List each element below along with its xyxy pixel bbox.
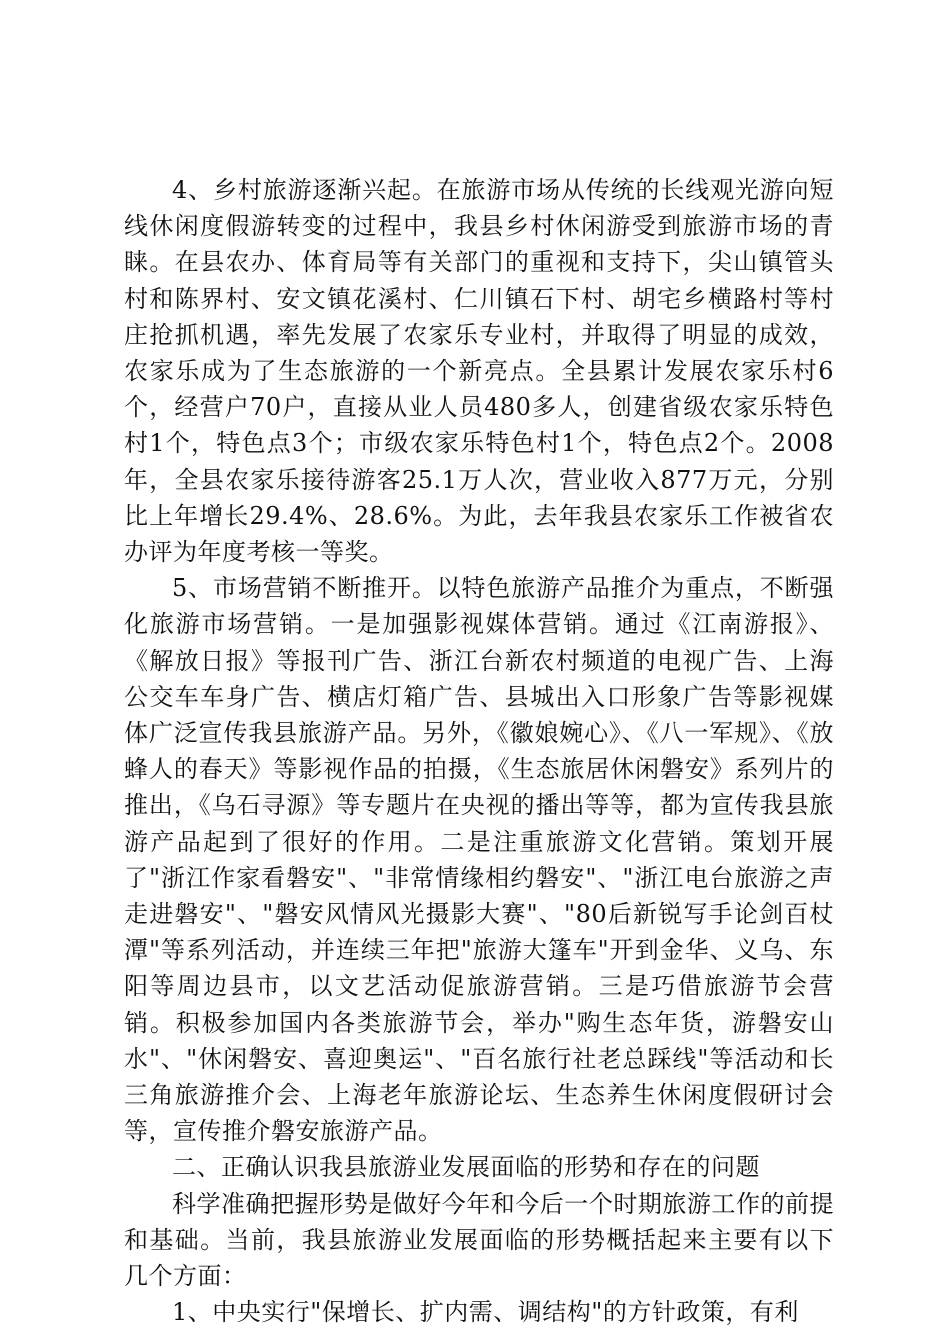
section-heading: 二、正确认识我县旅游业发展面临的形势和存在的问题: [172, 1153, 760, 1182]
document-body: [124, 172, 834, 1331]
paragraph-market-promotion: 5、市场营销不断推开。以特色旅游产品推介为重点，不断强化旅游市场营销。一是加强影视媒体营销。通过《江南游报》、《解放日报》等报刊广告、浙江台新农村频道的电视广告、上海公交车车身广告、横店灯箱广告、县城出入口形象广告等影视媒体广泛宣传我县旅游产品。另外，《徽娘婉心》、《八一军规》、《放蜂人的春天》等影视作品的拍摄，《生态旅居休闲磐安》系列片的推出，《乌石寻源》等专题片在央视的播出等等，都为宣传我县旅游产品起到了很好的作用。二是注重旅游文化营销。策划开展了"浙江作家看磐安"、"非常情缘相约磐安"、"浙江电台旅游之声走进磐安"、"磐安风情风光摄影大赛"、"80后新锐写手论剑百杖潭"等系列活动，并连续三年把"旅游大篷车"开到金华、义乌、东阳等周边县市，以文艺活动促旅游营销。三是巧借旅游节会营销。积极参加国内各类旅游节会，举办"购生态年货，游磐安山水"、"休闲磐安、喜迎奥运"、"百名旅行社老总踩线"等活动和长三角旅游推介会、上海老年旅游论坛、生态养生休闲度假研讨会等，宣传推介磐安旅游产品。: [124, 574, 834, 1146]
paragraph-situation-intro: 科学准确把握形势是做好今年和今后一个时期旅游工作的前提和基础。当前，我县旅游业发展面临的形势概括起来主要有以下几个方面：: [124, 1189, 834, 1291]
paragraph-rural-tourism: 4、乡村旅游逐渐兴起。在旅游市场从传统的长线观光游向短线休闲度假游转变的过程中，我县乡村休闲游受到旅游市场的青睐。在县农办、体育局等有关部门的重视和支持下，尖山镇管头村和陈界村、安文镇花溪村、仁川镇石下村、胡宅乡横路村等村庄抢抓机遇，率先发展了农家乐专业村，并取得了明显的成效，农家乐成为了生态旅游的一个新亮点。全县累计发展农家乐村6个，经营户70户，直接从业人员480多人，创建省级农家乐特色村1个，特色点3个；市级农家乐特色村1个，特色点2个。2008年，全县农家乐接待游客25.1万人次，营业收入877万元，分别比上年增长29.4%、28.6%。为此，去年我县农家乐工作被省农办评为年度考核一等奖。: [124, 176, 834, 567]
paragraph-central-policy: 1、中央实行"保增长、扩内需、调结构"的方针政策，有利: [172, 1298, 799, 1327]
